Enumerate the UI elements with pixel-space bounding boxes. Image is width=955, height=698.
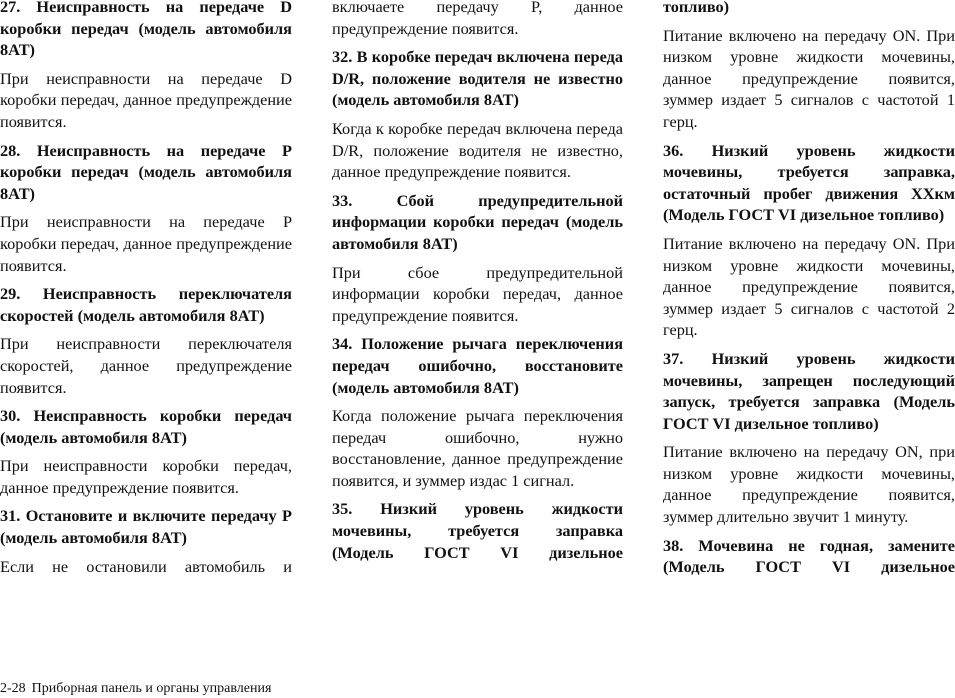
section-title: Приборная панель и органы управления xyxy=(31,681,272,696)
section-heading: 38. Мочевина не годная, замените (Модель ГОСТ VI дизельное xyxy=(663,535,955,577)
section-heading: 31. Остановите и включите передачу P (модель автомобиля 8AT) xyxy=(0,506,292,548)
section-paragraph: При сбое предупредительной информации коробки передач, данное предупреждение появится. xyxy=(332,262,623,325)
text-column-right xyxy=(663,0,955,585)
section-paragraph: Когда положение рычага переключения передач ошибочно, нужно восстановление, данное предупреждение появится, и зуммер издас 1 сигнал. xyxy=(332,406,623,490)
text-column-left xyxy=(0,0,292,584)
section-paragraph: Когда к коробке передач включена переда D/R, положение водителя не известно, данное предупреждение появится. xyxy=(332,118,623,182)
section-paragraph: При неисправности коробки передач, данное предупреждение появится. xyxy=(0,456,292,497)
text-column-middle xyxy=(332,0,623,570)
section-paragraph: Питание включено на передачу ON. При низком уровне жидкости мочевины, данное предупреждение появится, зуммер издает 5 сигналов с частотой 2 герц. xyxy=(663,233,955,340)
section-heading: 33. Сбой предупредительной информации коробки передач (модель автомобиля 8AT) xyxy=(332,190,623,253)
section-heading: 27. Неисправность на передаче D коробки передач (модель автомобиля 8AT) xyxy=(0,0,292,60)
section-heading: 29. Неисправность переключателя скоростей (модель автомобиля 8AT) xyxy=(0,284,292,325)
section-paragraph: При неисправности на передаче D коробки передач, данное предупреждение появится. xyxy=(0,68,292,131)
section-heading: 37. Низкий уровень жидкости мочевины, запрещен последующий запуск, требуется заправка (Модель ГОСТ VI дизельное топливо) xyxy=(663,348,955,433)
section-paragraph: включаете передачу P, данное предупреждение появится. xyxy=(332,0,623,38)
section-heading: 30. Неисправность коробки передач (модель автомобиля 8AT) xyxy=(0,406,292,447)
section-heading: 36. Низкий уровень жидкости мочевины, требуется заправка, остаточный пробег движения XXкм (Модель ГОСТ VI дизельное топливо) xyxy=(663,140,955,225)
page-footer xyxy=(0,680,277,698)
section-paragraph: При неисправности на передаче P коробки передач, данное предупреждение появится. xyxy=(0,212,292,275)
section-paragraph: Питание включено на передачу ON. При низком уровне жидкости мочевины, данное предупреждение появится, зуммер издает 5 сигналов с частотой 1 герц. xyxy=(663,25,955,131)
section-paragraph: Если не остановили автомобиль и xyxy=(0,556,292,576)
section-heading: 32. В коробке передач включена переда D/R, положение водителя не известно (модель автомобиля 8AT) xyxy=(332,47,623,110)
section-heading: 35. Низкий уровень жидкости мочевины, требуется заправка (Модель ГОСТ VI дизельное xyxy=(332,499,623,562)
section-heading: 34. Положение рычага переключения передач ошибочно, восстановите (модель автомобиля 8AT) xyxy=(332,334,623,397)
section-heading: 28. Неисправность на передаче P коробки передач (модель автомобиля 8AT) xyxy=(0,140,292,203)
section-heading: топливо) xyxy=(663,0,730,16)
section-paragraph: Питание включено на передачу ON, при низком уровне жидкости мочевины, данное предупреждение появится, зуммер длительно звучит 1 минуту. xyxy=(663,442,955,527)
page-number: 2-28 xyxy=(0,681,26,696)
section-paragraph: При неисправности переключателя скоростей, данное предупреждение появится. xyxy=(0,334,292,397)
